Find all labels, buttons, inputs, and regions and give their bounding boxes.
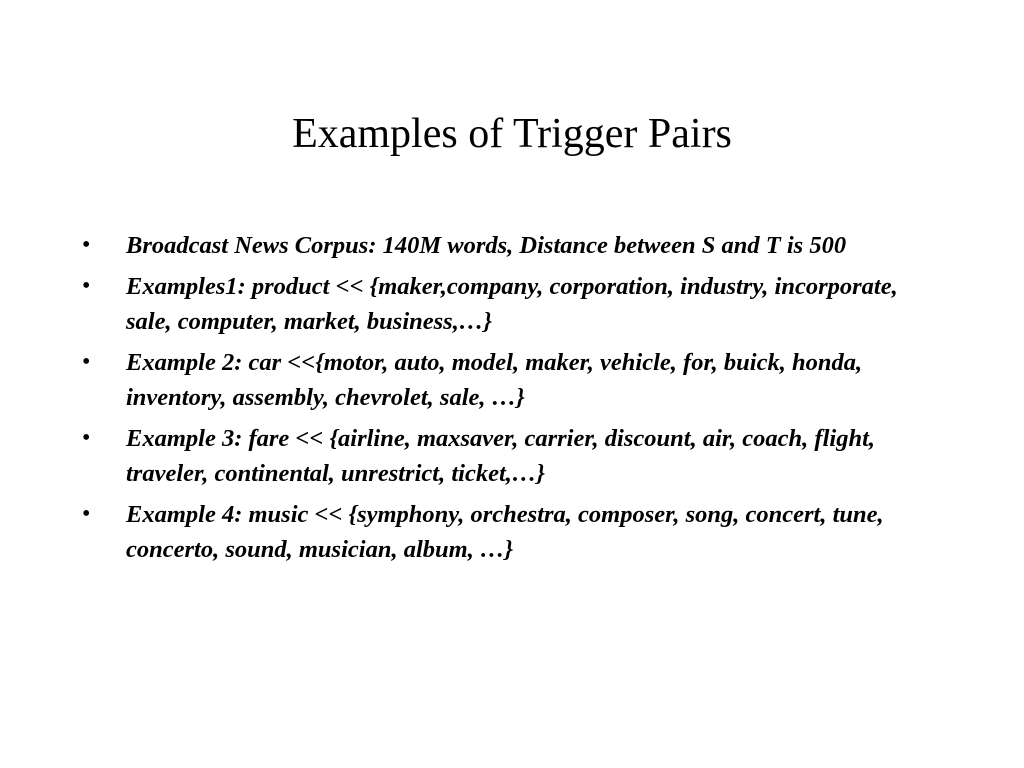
bullet-icon: • — [82, 501, 91, 527]
bullet-icon: • — [82, 425, 91, 451]
bullet-item-example-4 — [82, 497, 932, 567]
slide-title: Examples of Trigger Pairs — [292, 111, 732, 157]
bullet-icon: • — [82, 349, 91, 375]
bullet-icon: • — [82, 232, 91, 258]
bullet-text: Examples1: product << {maker,company, corporation, industry, incorporate, sale, computer, market, business,…} — [126, 273, 898, 335]
bullet-item-example-3 — [82, 421, 932, 491]
bullet-item-corpus — [82, 228, 932, 263]
bullet-text: Example 4: music << {symphony, orchestra, composer, song, concert, tune, concerto, sound, musician, album, …} — [126, 501, 884, 563]
bullet-item-example-2 — [82, 345, 932, 415]
bullet-text: Broadcast News Corpus: 140M words, Distance between S and T is 500 — [126, 232, 847, 259]
bullet-item-example-1 — [82, 269, 932, 339]
bullet-icon: • — [82, 273, 91, 299]
bullet-list — [82, 228, 932, 573]
bullet-text: Example 3: fare << {airline, maxsaver, carrier, discount, air, coach, flight, traveler, continental, unrestrict, ticket,…} — [126, 425, 876, 487]
bullet-text: Example 2: car <<{motor, auto, model, maker, vehicle, for, buick, honda, inventory, assembly, chevrolet, sale, …} — [126, 349, 863, 411]
